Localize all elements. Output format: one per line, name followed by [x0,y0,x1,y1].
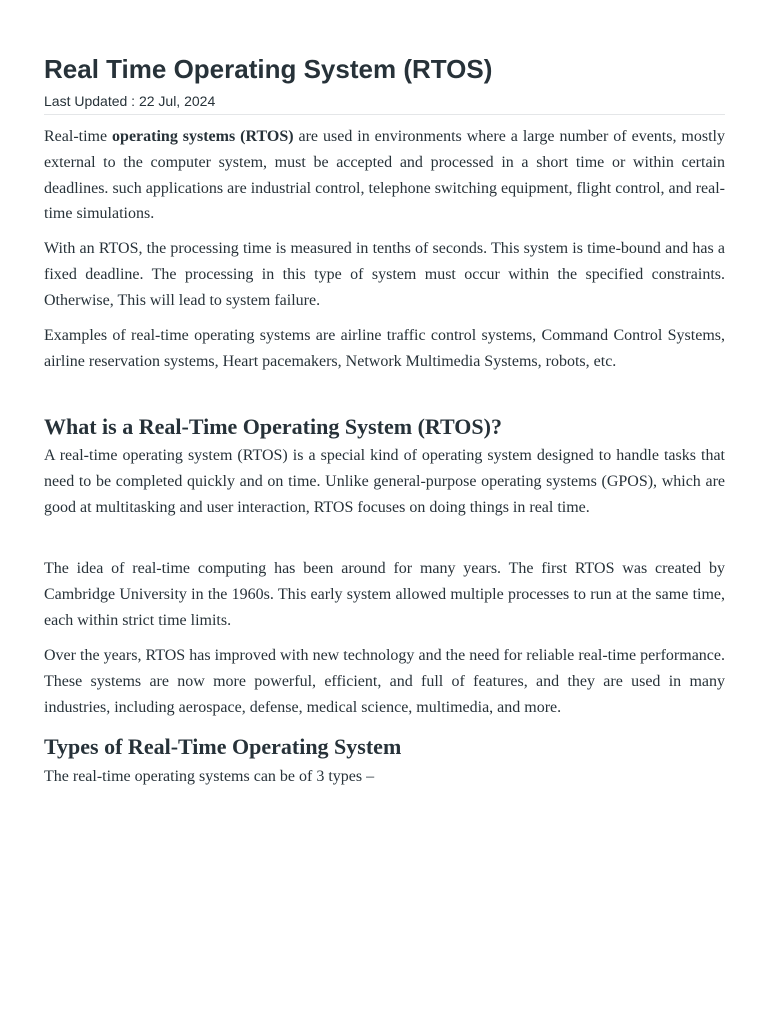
section2-paragraph-1: The real-time operating systems can be of 3 types – [44,768,375,785]
intro-paragraph-2: With an RTOS, the processing time is measured in tenths of seconds. This system is time-bound and has a fixed deadline. The processing in this type of system must occur within the specified constraints. Otherwise, This will lead to system failure. [44,240,725,309]
section-heading-types-of-rtos: Types of Real-Time Operating System [44,734,402,759]
intro-paragraph-1 [44,124,725,227]
section1-paragraph-1: A real-time operating system (RTOS) is a special kind of operating system designed to handle tasks that need to be completed quickly and on time. Unlike general-purpose operating systems (GPOS), which are good at multitasking and user interaction, RTOS focuses on doing things in real time. [44,447,725,516]
intro-bold-term: operating systems (RTOS) [112,128,294,145]
intro-text-start: Real-time [44,128,113,145]
page-title: Real Time Operating System (RTOS) [44,54,493,84]
intro-paragraph-3: Examples of real-time operating systems are airline traffic control systems, Command Control Systems, airline reservation systems, Heart pacemakers, Network Multimedia Systems, robots, etc. [44,327,725,370]
last-updated-date: Last Updated : 22 Jul, 2024 [44,93,216,109]
section1-paragraph-3: Over the years, RTOS has improved with new technology and the need for reliable real-time performance. These systems are now more powerful, efficient, and full of features, and they are used in many industries, including aerospace, defense, medical science, multimedia, and more. [44,647,725,716]
section-heading-what-is-rtos: What is a Real-Time Operating System (RTOS)? [44,414,502,439]
title-divider [44,114,725,115]
intro-text-rest: are used in environments where a large number of events, mostly external to the computer system, must be accepted and processed in a short time or within certain deadlines. such applications are industrial control, telephone switching equipment, flight control, and real-time simulations. [44,128,725,223]
section1-paragraph-2: The idea of real-time computing has been around for many years. The first RTOS was created by Cambridge University in the 1960s. This early system allowed multiple processes to run at the same time, each within strict time limits. [44,560,725,629]
